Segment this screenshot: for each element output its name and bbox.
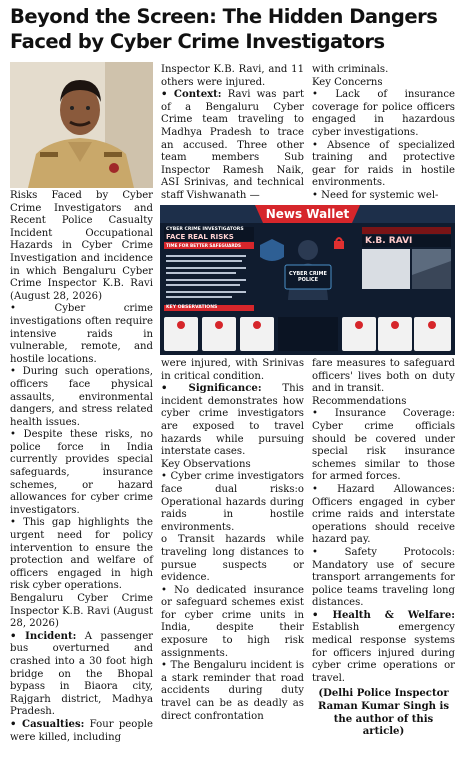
- paragraph: [312, 408, 455, 484]
- paragraph: [10, 631, 153, 719]
- paragraph-text: • Lack of insurance coverage for police officers engaged in hazardous cyber investigations.: [312, 89, 455, 138]
- paragraph-text: • Absence of specialized training and protective gear for raids in hostile environments.: [312, 139, 455, 189]
- paragraph-text: • Cyber crime investigations often require intensive raids in vulnerable, remote, and hostile locations.: [10, 303, 153, 365]
- paragraph: [312, 89, 455, 139]
- paragraph: [312, 610, 455, 686]
- author-portrait: [10, 62, 153, 188]
- paragraph-text: • The Bengaluru incident is a stark reminder that road accidents during duty travel can be as deadly as direct confrontation: [161, 660, 304, 722]
- paragraph-text: Ravi was part of a Bengaluru Cyber Crime team traveling to Madhya Pradesh to trace an accused. Three other team members Sub Inspector Ramesh Naik, ASI Srinivas, and technical staff Vishwanath —: [161, 89, 305, 201]
- paragraph-text: • No dedicated insurance or safeguard schemes exist for cyber crime units in India, despite their exposure to high risk assignments.: [161, 584, 304, 659]
- paragraph-text: • During such operations, officers face physical assaults, environmental dangers, and stress related health issues.: [10, 366, 153, 428]
- paragraph: [10, 517, 153, 593]
- paragraph-text: • Need for systemic wel-: [312, 189, 439, 201]
- paragraph-text: o Transit hazards while traveling long distances to pursue suspects or evidence.: [161, 534, 304, 584]
- column-2-lower: [161, 358, 304, 723]
- paragraph-text: • Cyber crime investigators face dual risks:o Operational hazards during raids in hostile environments.: [161, 471, 304, 533]
- paragraph-text: • Safety Protocols: Mandatory use of secure transport arrangements for police teams traveling long distances.: [312, 546, 455, 609]
- paragraph-text: Recommendations: [312, 395, 407, 407]
- column-3-lower: [312, 358, 455, 739]
- column-3: [312, 64, 455, 203]
- paragraph-label: • Significance:: [161, 383, 262, 395]
- paragraph-text: Key Observations: [161, 458, 251, 470]
- paragraph: [161, 383, 304, 459]
- paragraph: [312, 547, 455, 610]
- author-signature: (Delhi Police Inspector Raman Kumar Singh is the author of this article): [317, 688, 450, 738]
- paragraph-text: • This gap highlights the urgent need for policy intervention to ensure the protection and welfare of officers engaged in high risk cyber operations.: [10, 517, 153, 592]
- paragraph: [161, 459, 304, 472]
- paragraph: [312, 358, 455, 396]
- paragraph: [10, 366, 153, 429]
- paragraph: [161, 358, 304, 383]
- infographic-heading-2: FACE REAL RISKS: [166, 233, 234, 241]
- paragraph: [312, 140, 455, 190]
- infographic-heading-1: CYBER CRIME INVESTIGATORS: [166, 227, 244, 232]
- paragraph: [312, 77, 455, 90]
- paragraph-text: Bengaluru Cyber Crime Inspector K.B. Ravi (August 28, 2026): [10, 593, 153, 630]
- article-title: Beyond the Screen: The Hidden Dangers Faced by Cyber Crime Investigators: [10, 5, 438, 53]
- paragraph-text: Establish emergency medical response systems for officers injured during cyber crime operations or travel.: [312, 622, 455, 684]
- officer-photo-icon: [10, 62, 153, 188]
- paragraph: [161, 585, 304, 661]
- paragraph-text: Four people were killed, including: [10, 718, 153, 743]
- paragraph-text: • Despite these risks, no police force in India currently provides special safeguards, insurance schemes, or hazard allowances for cyber crime investigators.: [10, 429, 153, 516]
- paragraph-text: • Insurance Coverage: Cyber crime officials should be covered under special risk insurance schemes similar to those for armed forces.: [312, 408, 455, 483]
- column-3-lower-body: [312, 358, 455, 685]
- paragraph-text: Risks Faced by Cyber Crime Investigators and Recent Police Casualty Incident Occupational Hazards in Cyber Crime Investigation and incidence in which Bengaluru Cyber Crime Inspector K.B. Ravi (August 28, 2026): [10, 190, 153, 302]
- infographic-heading-3: TIME FOR BETTER SAFEGUARDS: [166, 243, 242, 248]
- paragraph: [10, 593, 153, 631]
- infographic-right-heading: K.B. RAVI: [365, 236, 413, 246]
- paragraph: [312, 190, 455, 203]
- paragraph: [161, 471, 304, 534]
- paragraph: [161, 534, 304, 584]
- paragraph-label: • Health & Welfare:: [312, 609, 455, 621]
- paragraph: [161, 64, 304, 89]
- paragraph: [10, 719, 153, 744]
- paragraph: [161, 89, 304, 202]
- paragraph: [312, 484, 455, 547]
- paragraph-text: • Hazard Allowances: Officers engaged in cyber crime raids and interstate operations should receive hazard pay.: [312, 483, 455, 546]
- news-wallet-infographic: [160, 205, 455, 355]
- paragraph-label: • Context:: [161, 89, 222, 101]
- paragraph-text: fare measures to safeguard officers' lives both on duty and in transit.: [312, 358, 455, 395]
- paragraph-text: A passenger bus overturned and crashed into a 30 foot high bridge on the Bhopal bypass in Biaora city, Rajgarh district, Madhya Pradesh.: [10, 630, 154, 718]
- paragraph: [10, 429, 153, 517]
- column-1: [10, 190, 153, 744]
- paragraph-label: • Casualties:: [10, 718, 85, 730]
- paragraph: [312, 64, 455, 77]
- paragraph-text: This incident demonstrates how cyber crime investigators are exposed to travel hazards while pursuing interstate cases.: [161, 383, 304, 458]
- paragraph-text: were injured, with Srinivas in critical condition.: [161, 358, 304, 382]
- infographic-center-label: CYBER CRIME POLICE: [289, 271, 327, 283]
- paragraph: [10, 303, 153, 366]
- paragraph-label: • Incident:: [10, 630, 77, 642]
- paragraph-text: Inspector K.B. Ravi, and 11 others were injured.: [161, 64, 304, 88]
- paragraph: [10, 190, 153, 303]
- column-2: [161, 64, 304, 203]
- paragraph-text: with criminals.: [312, 64, 389, 75]
- paragraph: [161, 660, 304, 723]
- paragraph-text: Key Concerns: [312, 76, 383, 88]
- paragraph: [312, 396, 455, 409]
- infographic-banner: News Wallet: [265, 207, 350, 221]
- infographic-observations: KEY OBSERVATIONS: [166, 305, 218, 310]
